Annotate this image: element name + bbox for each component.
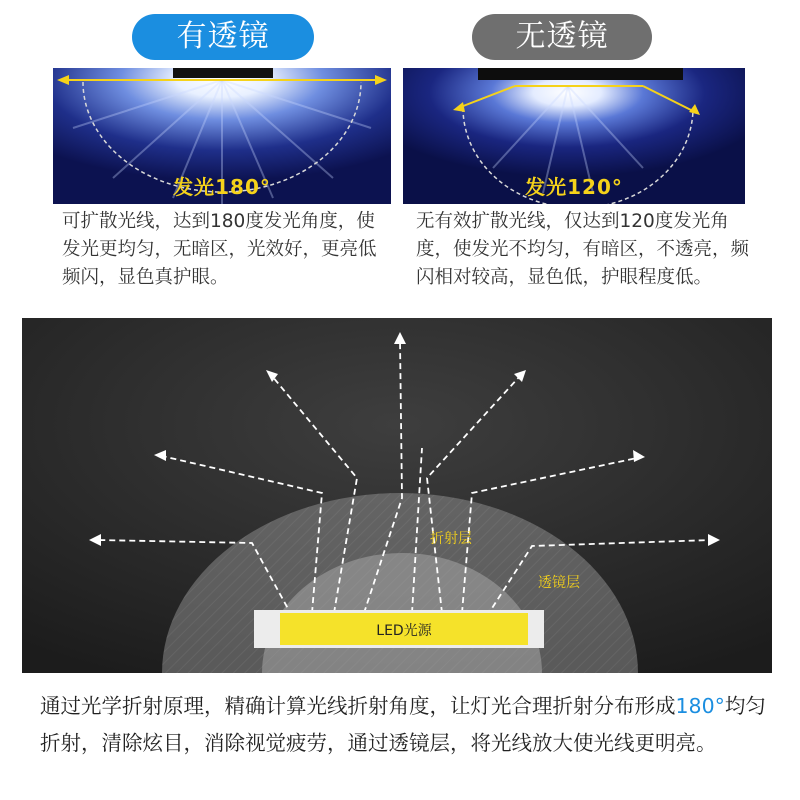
refraction-diagram bbox=[22, 318, 772, 673]
without-lens-description: 无有效扩散光线，仅达到120度发光角度，使发光不均匀，有暗区，不透亮，频闪相对较高，显色低，护眼程度低。 bbox=[416, 211, 750, 288]
led-source-label: LED光源 bbox=[376, 623, 432, 639]
lens-layer-label: 透镜层 bbox=[538, 575, 580, 591]
with-lens-description: 可扩散光线，达到180度发光角度，使发光更均匀，无暗区，光效好，更亮低频闪，显色真护眼。 bbox=[62, 211, 377, 288]
without-lens-tab: 无透镜 bbox=[472, 14, 652, 60]
photo-label-120: 发光120° bbox=[525, 175, 623, 199]
photo-label-180: 发光180° bbox=[173, 175, 271, 199]
caption-highlight: 180° bbox=[675, 694, 725, 718]
no-lens-120-photo bbox=[403, 68, 745, 204]
with-lens-tab: 有透镜 bbox=[132, 14, 314, 60]
caption-text-before: 通过光学折射原理，精确计算光线折射角度，让灯光合理折射分布形成 bbox=[40, 694, 676, 718]
refraction-layer-label: 折射层 bbox=[430, 531, 472, 547]
explanation-caption bbox=[40, 688, 770, 762]
lens-180-photo bbox=[53, 68, 391, 204]
caption-text-after: 均匀折射，清除炫目，消除视觉疲劳，通过透镜层，将光线放大使光线更明亮。 bbox=[40, 694, 766, 755]
